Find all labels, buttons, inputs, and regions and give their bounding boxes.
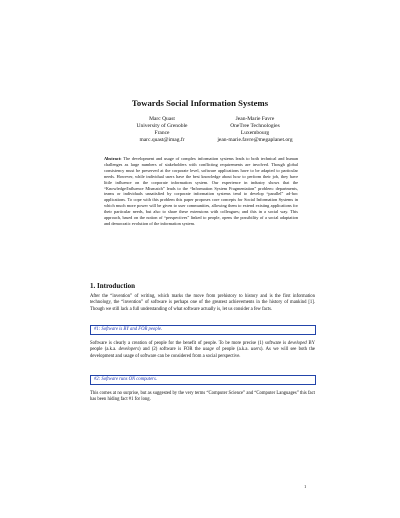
- emphasis-developers: developers: [118, 347, 139, 353]
- paragraph-2-text: of people (a.k.a.: [213, 347, 251, 353]
- paragraph-1: After the “invention” of writing, which marks the move from prehistory to history and is the first information technology, the “invention” of software is perhaps one of the greatest achievements in the history of mankind [1]. Though we still lack a full understanding of what software actually is, let us consider a few facts.: [90, 294, 315, 312]
- paper-title: Towards Social Information Systems: [131, 98, 269, 108]
- callout-fact-2: #2: Software runs ON computers.: [90, 375, 316, 385]
- emphasis-developed: developed: [287, 341, 307, 346]
- paragraph-2-text: Software is clearly a creation of people for the benefit of people. To be more precise (1) software is: [90, 341, 288, 346]
- author-affiliation: University of Grenoble: [136, 123, 188, 129]
- paragraph-2-text: ). As we will see both the development and usage of software can be considered from a social perspective.: [90, 347, 316, 359]
- callout-fact-1: #1: Software is BY and FOR people.: [90, 325, 316, 335]
- author-email: marc.quast@imag.fr: [139, 137, 185, 143]
- section-heading: [90, 282, 135, 290]
- paragraph-3: This comes at no surprise, but as suggested by the very terms “Computer Science” and “Computer Languages” this fact has been hiding fact #1 for long.: [90, 391, 315, 403]
- section-title: Introduction: [97, 282, 135, 290]
- author-country: Luxembourg: [240, 130, 270, 136]
- paragraph-2-text: ) and (2) software is FOR the: [138, 347, 203, 353]
- abstract: [104, 156, 298, 227]
- section-number: 1.: [90, 282, 96, 290]
- author-name: Jean-Marie Favre: [235, 116, 275, 122]
- paragraph-2: [90, 341, 315, 360]
- abstract-text: The development and usage of complex information systems leads to both technical and human challenges as large numbers of stakeholders with conflicting requirements are involved. Though global consistency must be preserved at the corporate level, software applications have to be adapted to particular needs. However, while individual users have the best knowledge about how to perform their job, they have little influence on the corporate information system. Our experience in industry shows that the “Knowledge/Influence Mismatch” leads to the “Information System Fragmentation” problem: departments, teams or individuals unsatisfied by corporate information systems tend to develop “parallel” ad-hoc applications. To cope with this problem this paper proposes core concepts for Social Information Systems in which much more power will be given to user communities, allowing them to extend existing applications for their particular needs, but also to share these extensions with colleagues; and this in a social way. This approach, based on the notion of “perspectives” linked to people, opens the possibility of a social adaptation and democratic evolution of the information system.: [104, 156, 298, 226]
- author-email: jean-marie.favre@megaplanet.org: [217, 137, 293, 143]
- paragraph-2-text: BY people (a.k.a.: [90, 341, 316, 353]
- author-affiliation: OneTree Technologies: [230, 123, 280, 129]
- abstract-label: Abstract:: [104, 156, 122, 161]
- page-number: 1: [304, 484, 307, 489]
- emphasis-usage: usage: [202, 347, 214, 353]
- emphasis-users: users: [250, 347, 261, 353]
- author-name: Marc Quast: [149, 116, 175, 122]
- author-country: France: [154, 130, 170, 136]
- author-block-2: [200, 116, 310, 144]
- author-block-1: [112, 116, 212, 144]
